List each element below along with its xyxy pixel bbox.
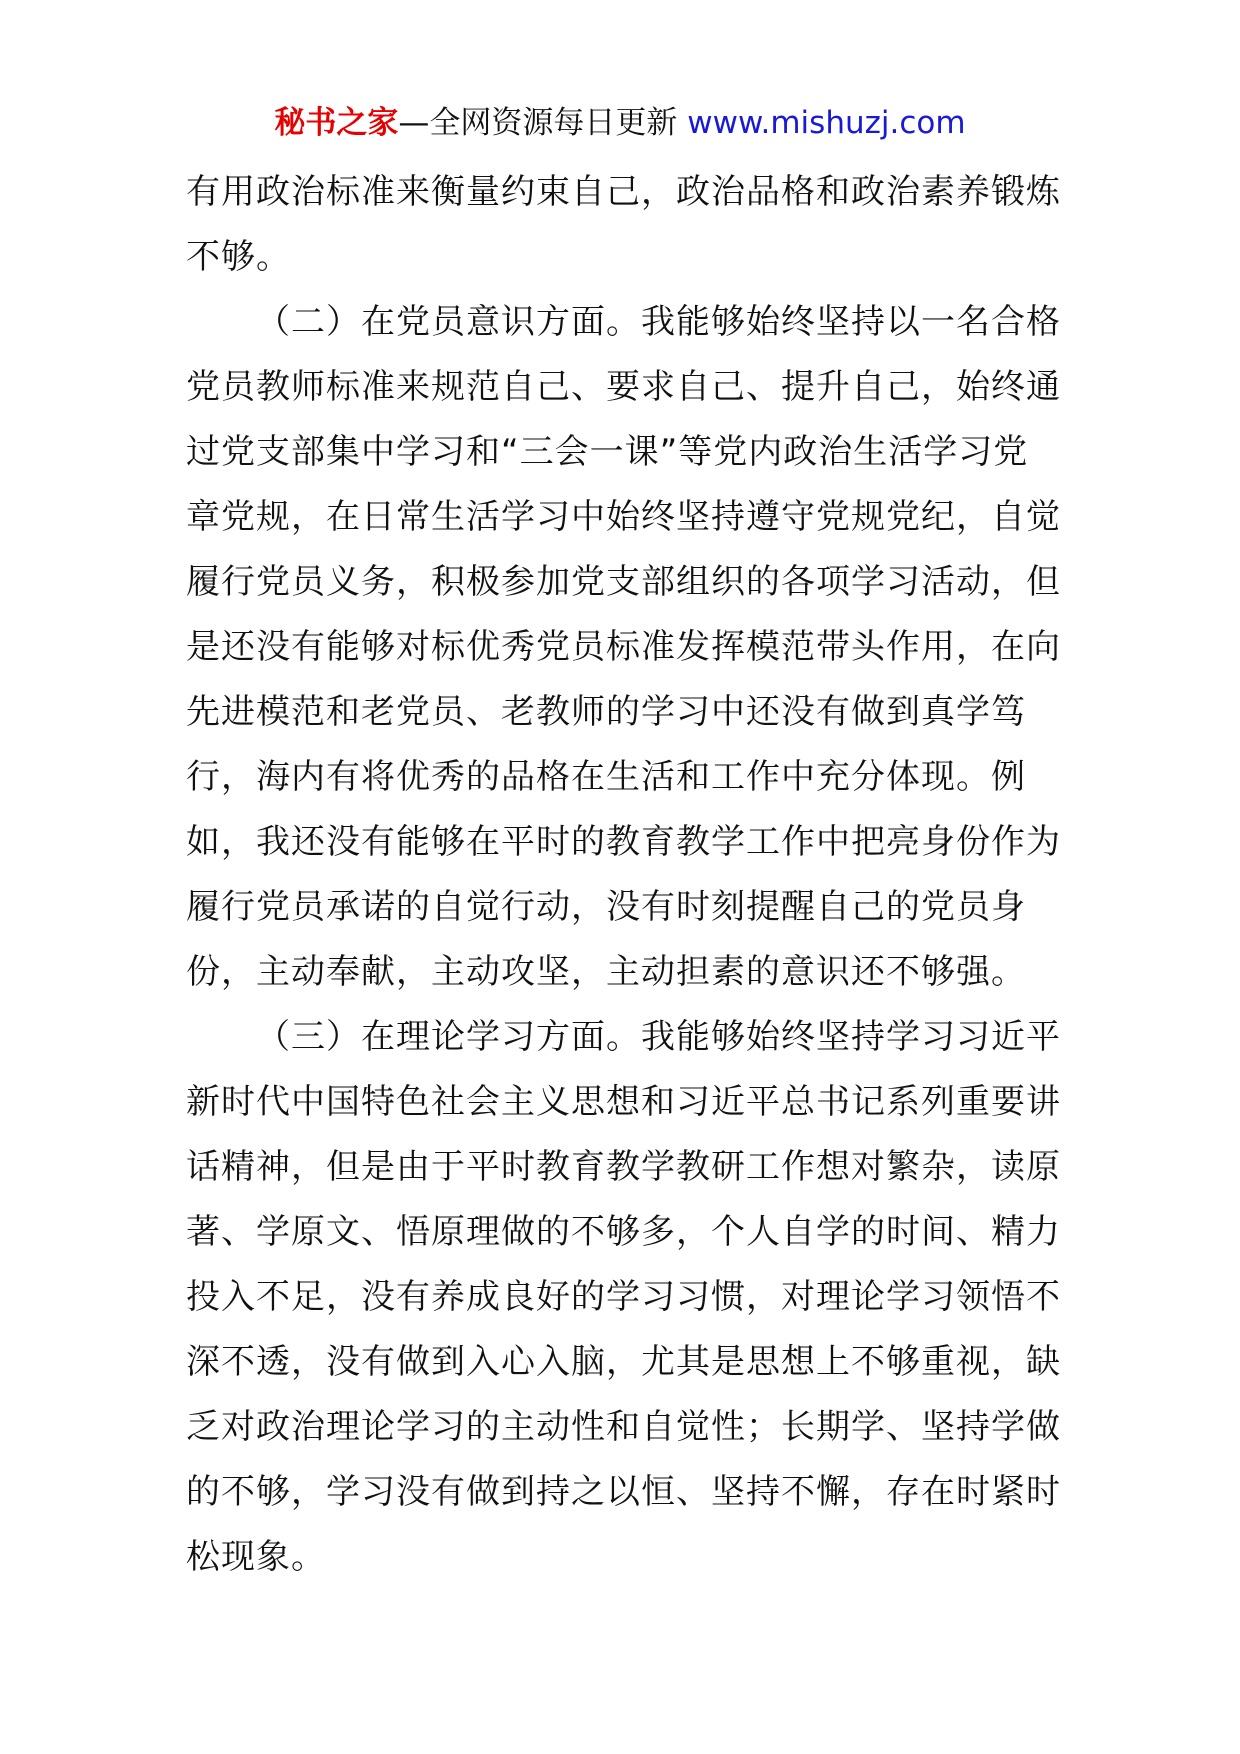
paragraph-heading-line: （三）在理论学习方面。我能够始终坚持学习习近平: [256, 1017, 1061, 1057]
text-line: 有用政治标准来衡量约束自己，政治品格和政治素养锻炼: [186, 172, 1061, 212]
text-line: 松现象。: [186, 1537, 326, 1577]
text-line: 乏对政治理论学习的主动性和自觉性；长期学、坚持学做: [186, 1407, 1061, 1447]
text-line: 新时代中国特色社会主义思想和习近平总书记系列重要讲: [186, 1082, 1061, 1122]
paragraph-heading-line: （二）在党员意识方面。我能够始终坚持以一名合格: [256, 302, 1061, 342]
site-brand: 秘书之家: [274, 105, 399, 141]
text-line: 过党支部集中学习和“三会一课”等党内政治生活学习党: [186, 432, 1029, 472]
text-line: 如，我还没有能够在平时的教育教学工作中把亮身份作为: [186, 822, 1061, 862]
text-line: 党员教师标准来规范自己、要求自己、提升自己，始终通: [186, 367, 1061, 407]
text-line: 著、学原文、悟原理做的不够多，个人自学的时间、精力: [186, 1212, 1061, 1252]
text-line: 投入不足，没有养成良好的学习习惯，对理论学习领悟不: [186, 1277, 1061, 1317]
text-line: 的不够，学习没有做到持之以恒、坚持不懈，存在时紧时: [186, 1472, 1061, 1512]
text-line: 行，海内有将优秀的品格在生活和工作中充分体现。例: [186, 757, 1026, 797]
text-line: 履行党员义务，积极参加党支部组织的各项学习活动，但: [186, 562, 1061, 602]
text-line: 先进模范和老党员、老教师的学习中还没有做到真学笃: [186, 692, 1026, 732]
text-line: 履行党员承诺的自觉行动，没有时刻提醒自己的党员身: [186, 887, 1026, 927]
text-line: 章党规，在日常生活学习中始终坚持遵守党规党纪，自觉: [186, 497, 1061, 537]
document-body: [186, 160, 1061, 1590]
site-header: [0, 100, 1240, 146]
text-line: 话精神，但是由于平时教育教学教研工作想对繁杂，读原: [186, 1147, 1061, 1187]
site-tagline: —全网资源每日更新: [398, 105, 678, 141]
text-line: 深不透，没有做到入心入脑，尤其是思想上不够重视，缺: [186, 1342, 1061, 1382]
text-line: 是还没有能够对标优秀党员标准发挥模范带头作用，在向: [186, 627, 1061, 667]
site-url-link[interactable]: www.mishuzj.com: [687, 105, 966, 141]
text-line: 份，主动奉献，主动攻坚，主动担素的意识还不够强。: [186, 952, 1026, 992]
text-line: 不够。: [186, 237, 291, 277]
